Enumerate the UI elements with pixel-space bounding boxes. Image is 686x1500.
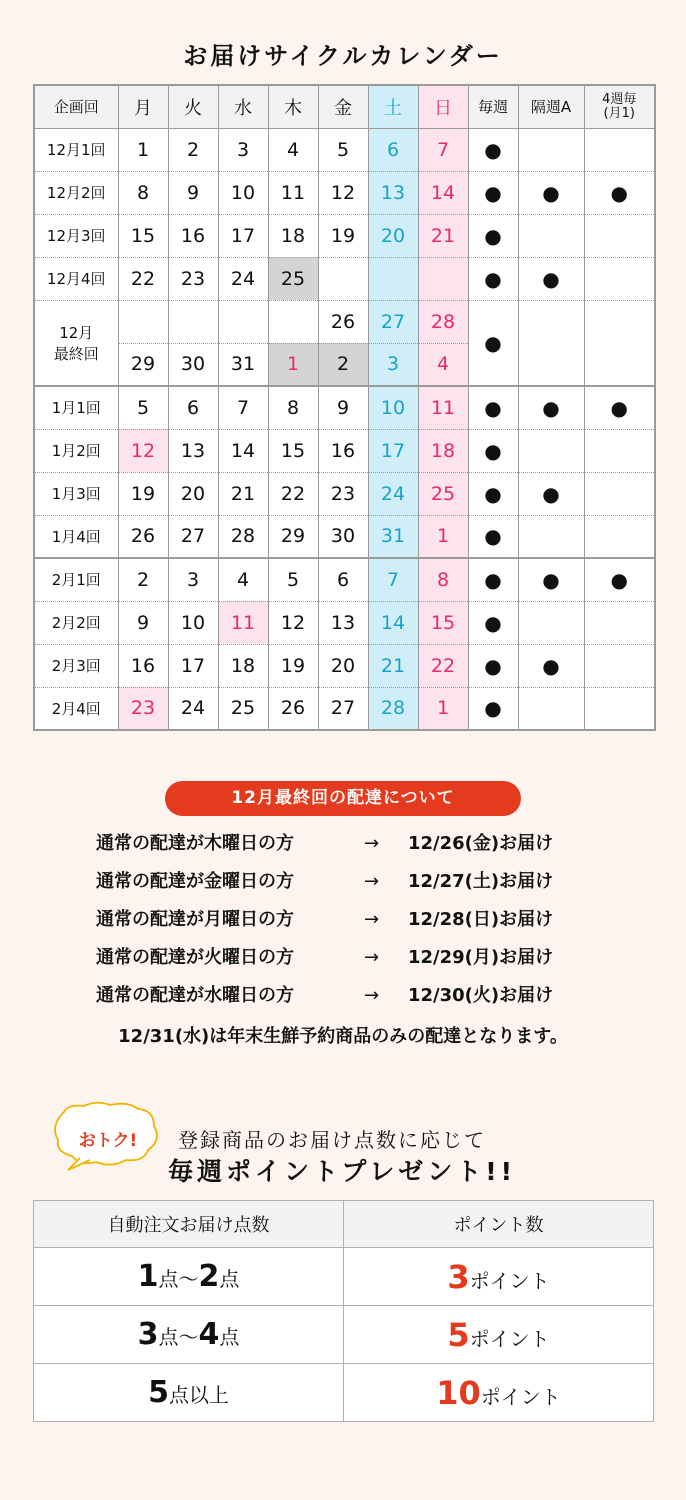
day-cell: 15 bbox=[118, 214, 168, 257]
round-label: 12月2回 bbox=[34, 171, 118, 214]
arrow-icon: → bbox=[364, 909, 380, 930]
header-every-4-weeks bbox=[584, 85, 655, 128]
delivery-date: 12/27(土)お届け bbox=[408, 871, 554, 892]
usual-day: 通常の配達が金曜日の方 bbox=[96, 871, 294, 892]
day-cell: 7 bbox=[368, 558, 418, 601]
biweekly-mark: ● bbox=[518, 644, 584, 687]
day-cell: 11 bbox=[218, 601, 268, 644]
round-label: 12月4回 bbox=[34, 257, 118, 300]
day-cell: 28 bbox=[218, 515, 268, 558]
delivery-date: 12/28(日)お届け bbox=[408, 909, 554, 930]
day-cell: 17 bbox=[368, 429, 418, 472]
header-item-count: 自動注文お届け点数 bbox=[34, 1201, 344, 1248]
biweekly-mark bbox=[518, 214, 584, 257]
weekly-mark: ● bbox=[468, 558, 518, 601]
day-cell: 2 bbox=[318, 343, 368, 386]
header-fri: 金 bbox=[318, 85, 368, 128]
round-label: 1月3回 bbox=[34, 472, 118, 515]
day-cell: 16 bbox=[168, 214, 218, 257]
day-cell: 27 bbox=[368, 300, 418, 343]
every-4-weeks-mark bbox=[584, 601, 655, 644]
usual-day: 通常の配達が木曜日の方 bbox=[96, 833, 294, 854]
weekly-mark: ● bbox=[468, 300, 518, 386]
delivery-rule bbox=[96, 983, 616, 1009]
day-cell: 17 bbox=[168, 644, 218, 687]
arrow-icon: → bbox=[364, 833, 380, 854]
usual-day: 通常の配達が火曜日の方 bbox=[96, 947, 294, 968]
day-cell: 21 bbox=[368, 644, 418, 687]
item-range bbox=[34, 1306, 344, 1364]
day-cell: 20 bbox=[318, 644, 368, 687]
day-cell: 3 bbox=[168, 558, 218, 601]
day-cell: 24 bbox=[168, 687, 218, 730]
delivery-calendar bbox=[33, 84, 656, 731]
round-label-line1: 12月 bbox=[59, 323, 94, 342]
biweekly-mark bbox=[518, 128, 584, 171]
points-header-row bbox=[34, 1201, 654, 1248]
header-tue: 火 bbox=[168, 85, 218, 128]
points-number: 3 bbox=[447, 1257, 470, 1296]
header-thu: 木 bbox=[268, 85, 318, 128]
points-value bbox=[344, 1364, 654, 1422]
usual-day: 通常の配達が月曜日の方 bbox=[96, 909, 294, 930]
day-cell: 19 bbox=[118, 472, 168, 515]
every-4-weeks-mark bbox=[584, 214, 655, 257]
range-unit: 点 bbox=[219, 1267, 240, 1291]
day-cell: 4 bbox=[218, 558, 268, 601]
day-cell: 26 bbox=[118, 515, 168, 558]
biweekly-mark: ● bbox=[518, 558, 584, 601]
biweekly-mark bbox=[518, 429, 584, 472]
range-unit: 点 bbox=[158, 1325, 179, 1349]
day-cell: 1 bbox=[418, 687, 468, 730]
calendar-row bbox=[34, 687, 655, 730]
calendar-row bbox=[34, 300, 655, 343]
points-row bbox=[34, 1364, 654, 1422]
day-cell: 6 bbox=[168, 386, 218, 429]
points-unit: ポイント bbox=[480, 1384, 561, 1409]
every-4-weeks-mark bbox=[584, 515, 655, 558]
usual-day: 通常の配達が水曜日の方 bbox=[96, 985, 294, 1006]
day-cell: 25 bbox=[418, 472, 468, 515]
delivery-date: 12/26(金)お届け bbox=[408, 833, 554, 854]
day-cell: 3 bbox=[218, 128, 268, 171]
day-cell: 9 bbox=[118, 601, 168, 644]
day-cell: 11 bbox=[418, 386, 468, 429]
day-cell: 19 bbox=[268, 644, 318, 687]
day-cell: 22 bbox=[418, 644, 468, 687]
every-4-weeks-mark bbox=[584, 128, 655, 171]
day-cell: 8 bbox=[118, 171, 168, 214]
day-cell bbox=[268, 300, 318, 343]
every-4-weeks-mark: ● bbox=[584, 171, 655, 214]
round-label bbox=[34, 300, 118, 386]
range-unit: 点 bbox=[158, 1267, 179, 1291]
day-cell: 28 bbox=[418, 300, 468, 343]
day-cell: 10 bbox=[218, 171, 268, 214]
day-cell: 10 bbox=[368, 386, 418, 429]
weekly-mark: ● bbox=[468, 214, 518, 257]
day-cell: 15 bbox=[268, 429, 318, 472]
day-cell: 12 bbox=[268, 601, 318, 644]
calendar-row bbox=[34, 171, 655, 214]
page-title: お届けサイクルカレンダー bbox=[183, 42, 503, 70]
points-value bbox=[344, 1306, 654, 1364]
calendar-row bbox=[34, 429, 655, 472]
day-cell: 22 bbox=[268, 472, 318, 515]
round-label: 1月2回 bbox=[34, 429, 118, 472]
range-sep: ～ bbox=[178, 1267, 199, 1291]
day-cell bbox=[118, 300, 168, 343]
biweekly-mark: ● bbox=[518, 386, 584, 429]
round-label: 1月4回 bbox=[34, 515, 118, 558]
biweekly-mark bbox=[518, 687, 584, 730]
day-cell: 14 bbox=[368, 601, 418, 644]
header-points: ポイント数 bbox=[344, 1201, 654, 1248]
day-cell: 1 bbox=[268, 343, 318, 386]
day-cell: 21 bbox=[218, 472, 268, 515]
header-4w-line1: 4週毎 bbox=[602, 91, 637, 107]
monthly-mark bbox=[584, 300, 655, 386]
calendar-row bbox=[34, 558, 655, 601]
every-4-weeks-mark bbox=[584, 644, 655, 687]
every-4-weeks-mark: ● bbox=[584, 558, 655, 601]
day-cell: 23 bbox=[168, 257, 218, 300]
day-cell: 5 bbox=[318, 128, 368, 171]
points-value bbox=[344, 1248, 654, 1306]
day-cell: 17 bbox=[218, 214, 268, 257]
header-mon: 月 bbox=[118, 85, 168, 128]
points-unit: ポイント bbox=[469, 1268, 550, 1293]
header-wed: 水 bbox=[218, 85, 268, 128]
final-delivery-heading: 12月最終回の配達について bbox=[165, 781, 521, 816]
day-cell: 2 bbox=[168, 128, 218, 171]
header-round: 企画回 bbox=[34, 85, 118, 128]
every-4-weeks-mark bbox=[584, 257, 655, 300]
day-cell: 25 bbox=[268, 257, 318, 300]
weekly-mark: ● bbox=[468, 257, 518, 300]
calendar-row bbox=[34, 472, 655, 515]
day-cell: 8 bbox=[418, 558, 468, 601]
item-range bbox=[34, 1248, 344, 1306]
day-cell: 30 bbox=[168, 343, 218, 386]
calendar-row bbox=[34, 515, 655, 558]
round-label: 12月1回 bbox=[34, 128, 118, 171]
biweekly-mark: ● bbox=[518, 257, 584, 300]
day-cell: 18 bbox=[218, 644, 268, 687]
biweekly-mark: ● bbox=[518, 171, 584, 214]
biweekly-mark bbox=[518, 515, 584, 558]
day-cell: 6 bbox=[368, 128, 418, 171]
range-max: 2 bbox=[198, 1259, 220, 1294]
day-cell: 4 bbox=[268, 128, 318, 171]
round-label: 2月1回 bbox=[34, 558, 118, 601]
calendar-row bbox=[34, 128, 655, 171]
day-cell: 31 bbox=[368, 515, 418, 558]
biweekly-mark bbox=[518, 300, 584, 386]
range-unit: 点以上 bbox=[168, 1383, 229, 1407]
biweekly-mark: ● bbox=[518, 472, 584, 515]
round-label: 2月2回 bbox=[34, 601, 118, 644]
day-cell: 27 bbox=[318, 687, 368, 730]
day-cell: 23 bbox=[318, 472, 368, 515]
day-cell bbox=[368, 257, 418, 300]
day-cell: 8 bbox=[268, 386, 318, 429]
day-cell: 16 bbox=[118, 644, 168, 687]
delivery-rule bbox=[96, 907, 616, 933]
day-cell: 15 bbox=[418, 601, 468, 644]
header-weekly: 毎週 bbox=[468, 85, 518, 128]
round-label: 12月3回 bbox=[34, 214, 118, 257]
day-cell: 16 bbox=[318, 429, 368, 472]
day-cell: 6 bbox=[318, 558, 368, 601]
day-cell: 7 bbox=[218, 386, 268, 429]
round-label: 1月1回 bbox=[34, 386, 118, 429]
day-cell: 18 bbox=[418, 429, 468, 472]
promo-line2: 毎週ポイントプレゼント!! bbox=[168, 1157, 517, 1186]
round-label: 2月4回 bbox=[34, 687, 118, 730]
day-cell: 9 bbox=[318, 386, 368, 429]
header-sat: 土 bbox=[368, 85, 418, 128]
calendar-row bbox=[34, 257, 655, 300]
day-cell bbox=[418, 257, 468, 300]
delivery-rule bbox=[96, 831, 616, 857]
day-cell: 26 bbox=[268, 687, 318, 730]
calendar-row bbox=[34, 214, 655, 257]
day-cell: 12 bbox=[318, 171, 368, 214]
every-4-weeks-mark: ● bbox=[584, 386, 655, 429]
every-4-weeks-mark bbox=[584, 472, 655, 515]
day-cell: 20 bbox=[368, 214, 418, 257]
arrow-icon: → bbox=[364, 947, 380, 968]
range-min: 3 bbox=[137, 1317, 159, 1352]
weekly-mark: ● bbox=[468, 429, 518, 472]
round-label-line2: 最終回 bbox=[53, 344, 99, 363]
header-biweekly: 隔週A bbox=[518, 85, 584, 128]
day-cell: 30 bbox=[318, 515, 368, 558]
day-cell: 19 bbox=[318, 214, 368, 257]
day-cell: 11 bbox=[268, 171, 318, 214]
day-cell: 7 bbox=[418, 128, 468, 171]
day-cell: 27 bbox=[168, 515, 218, 558]
day-cell: 13 bbox=[318, 601, 368, 644]
delivery-rule bbox=[96, 945, 616, 971]
day-cell: 5 bbox=[118, 386, 168, 429]
points-row bbox=[34, 1248, 654, 1306]
arrow-icon: → bbox=[364, 985, 380, 1006]
day-cell: 10 bbox=[168, 601, 218, 644]
points-table bbox=[33, 1200, 654, 1422]
delivery-date: 12/29(月)お届け bbox=[408, 947, 554, 968]
day-cell bbox=[168, 300, 218, 343]
points-unit: ポイント bbox=[469, 1326, 550, 1351]
day-cell: 13 bbox=[168, 429, 218, 472]
day-cell: 24 bbox=[218, 257, 268, 300]
weekly-mark: ● bbox=[468, 128, 518, 171]
day-cell: 1 bbox=[118, 128, 168, 171]
calendar-header-row bbox=[34, 85, 655, 128]
calendar-row bbox=[34, 601, 655, 644]
range-min: 1 bbox=[137, 1259, 159, 1294]
day-cell: 18 bbox=[268, 214, 318, 257]
day-cell: 14 bbox=[418, 171, 468, 214]
calendar-row bbox=[34, 386, 655, 429]
day-cell: 20 bbox=[168, 472, 218, 515]
range-min: 5 bbox=[148, 1375, 169, 1410]
day-cell: 29 bbox=[118, 343, 168, 386]
biweekly-mark bbox=[518, 601, 584, 644]
points-number: 10 bbox=[436, 1373, 481, 1412]
header-sun: 日 bbox=[418, 85, 468, 128]
day-cell: 9 bbox=[168, 171, 218, 214]
day-cell: 13 bbox=[368, 171, 418, 214]
delivery-date: 12/30(火)お届け bbox=[408, 985, 554, 1006]
day-cell: 5 bbox=[268, 558, 318, 601]
day-cell: 29 bbox=[268, 515, 318, 558]
delivery-rule bbox=[96, 869, 616, 895]
day-cell: 23 bbox=[118, 687, 168, 730]
weekly-mark: ● bbox=[468, 687, 518, 730]
header-4w-line2: (月1) bbox=[603, 105, 635, 121]
weekly-mark: ● bbox=[468, 644, 518, 687]
promo-line1: 登録商品のお届け点数に応じて bbox=[178, 1128, 486, 1152]
points-row bbox=[34, 1306, 654, 1364]
day-cell: 24 bbox=[368, 472, 418, 515]
weekly-mark: ● bbox=[468, 386, 518, 429]
round-label: 2月3回 bbox=[34, 644, 118, 687]
points-number: 5 bbox=[447, 1315, 470, 1354]
day-cell: 22 bbox=[118, 257, 168, 300]
day-cell bbox=[218, 300, 268, 343]
day-cell: 21 bbox=[418, 214, 468, 257]
every-4-weeks-mark bbox=[584, 687, 655, 730]
weekly-mark: ● bbox=[468, 515, 518, 558]
every-4-weeks-mark bbox=[584, 429, 655, 472]
calendar-row bbox=[34, 644, 655, 687]
range-max: 4 bbox=[198, 1317, 220, 1352]
day-cell: 2 bbox=[118, 558, 168, 601]
day-cell bbox=[318, 257, 368, 300]
item-range bbox=[34, 1364, 344, 1422]
day-cell: 26 bbox=[318, 300, 368, 343]
day-cell: 14 bbox=[218, 429, 268, 472]
arrow-icon: → bbox=[364, 871, 380, 892]
weekly-mark: ● bbox=[468, 171, 518, 214]
deal-badge: おトク! bbox=[78, 1131, 138, 1151]
day-cell: 28 bbox=[368, 687, 418, 730]
day-cell: 3 bbox=[368, 343, 418, 386]
year-end-note: 12/31(水)は年末生鮮予約商品のみの配達となります。 bbox=[118, 1026, 568, 1047]
day-cell: 1 bbox=[418, 515, 468, 558]
day-cell: 12 bbox=[118, 429, 168, 472]
day-cell: 4 bbox=[418, 343, 468, 386]
range-sep: ～ bbox=[178, 1325, 199, 1349]
day-cell: 25 bbox=[218, 687, 268, 730]
range-unit: 点 bbox=[219, 1325, 240, 1349]
weekly-mark: ● bbox=[468, 601, 518, 644]
day-cell: 31 bbox=[218, 343, 268, 386]
weekly-mark: ● bbox=[468, 472, 518, 515]
